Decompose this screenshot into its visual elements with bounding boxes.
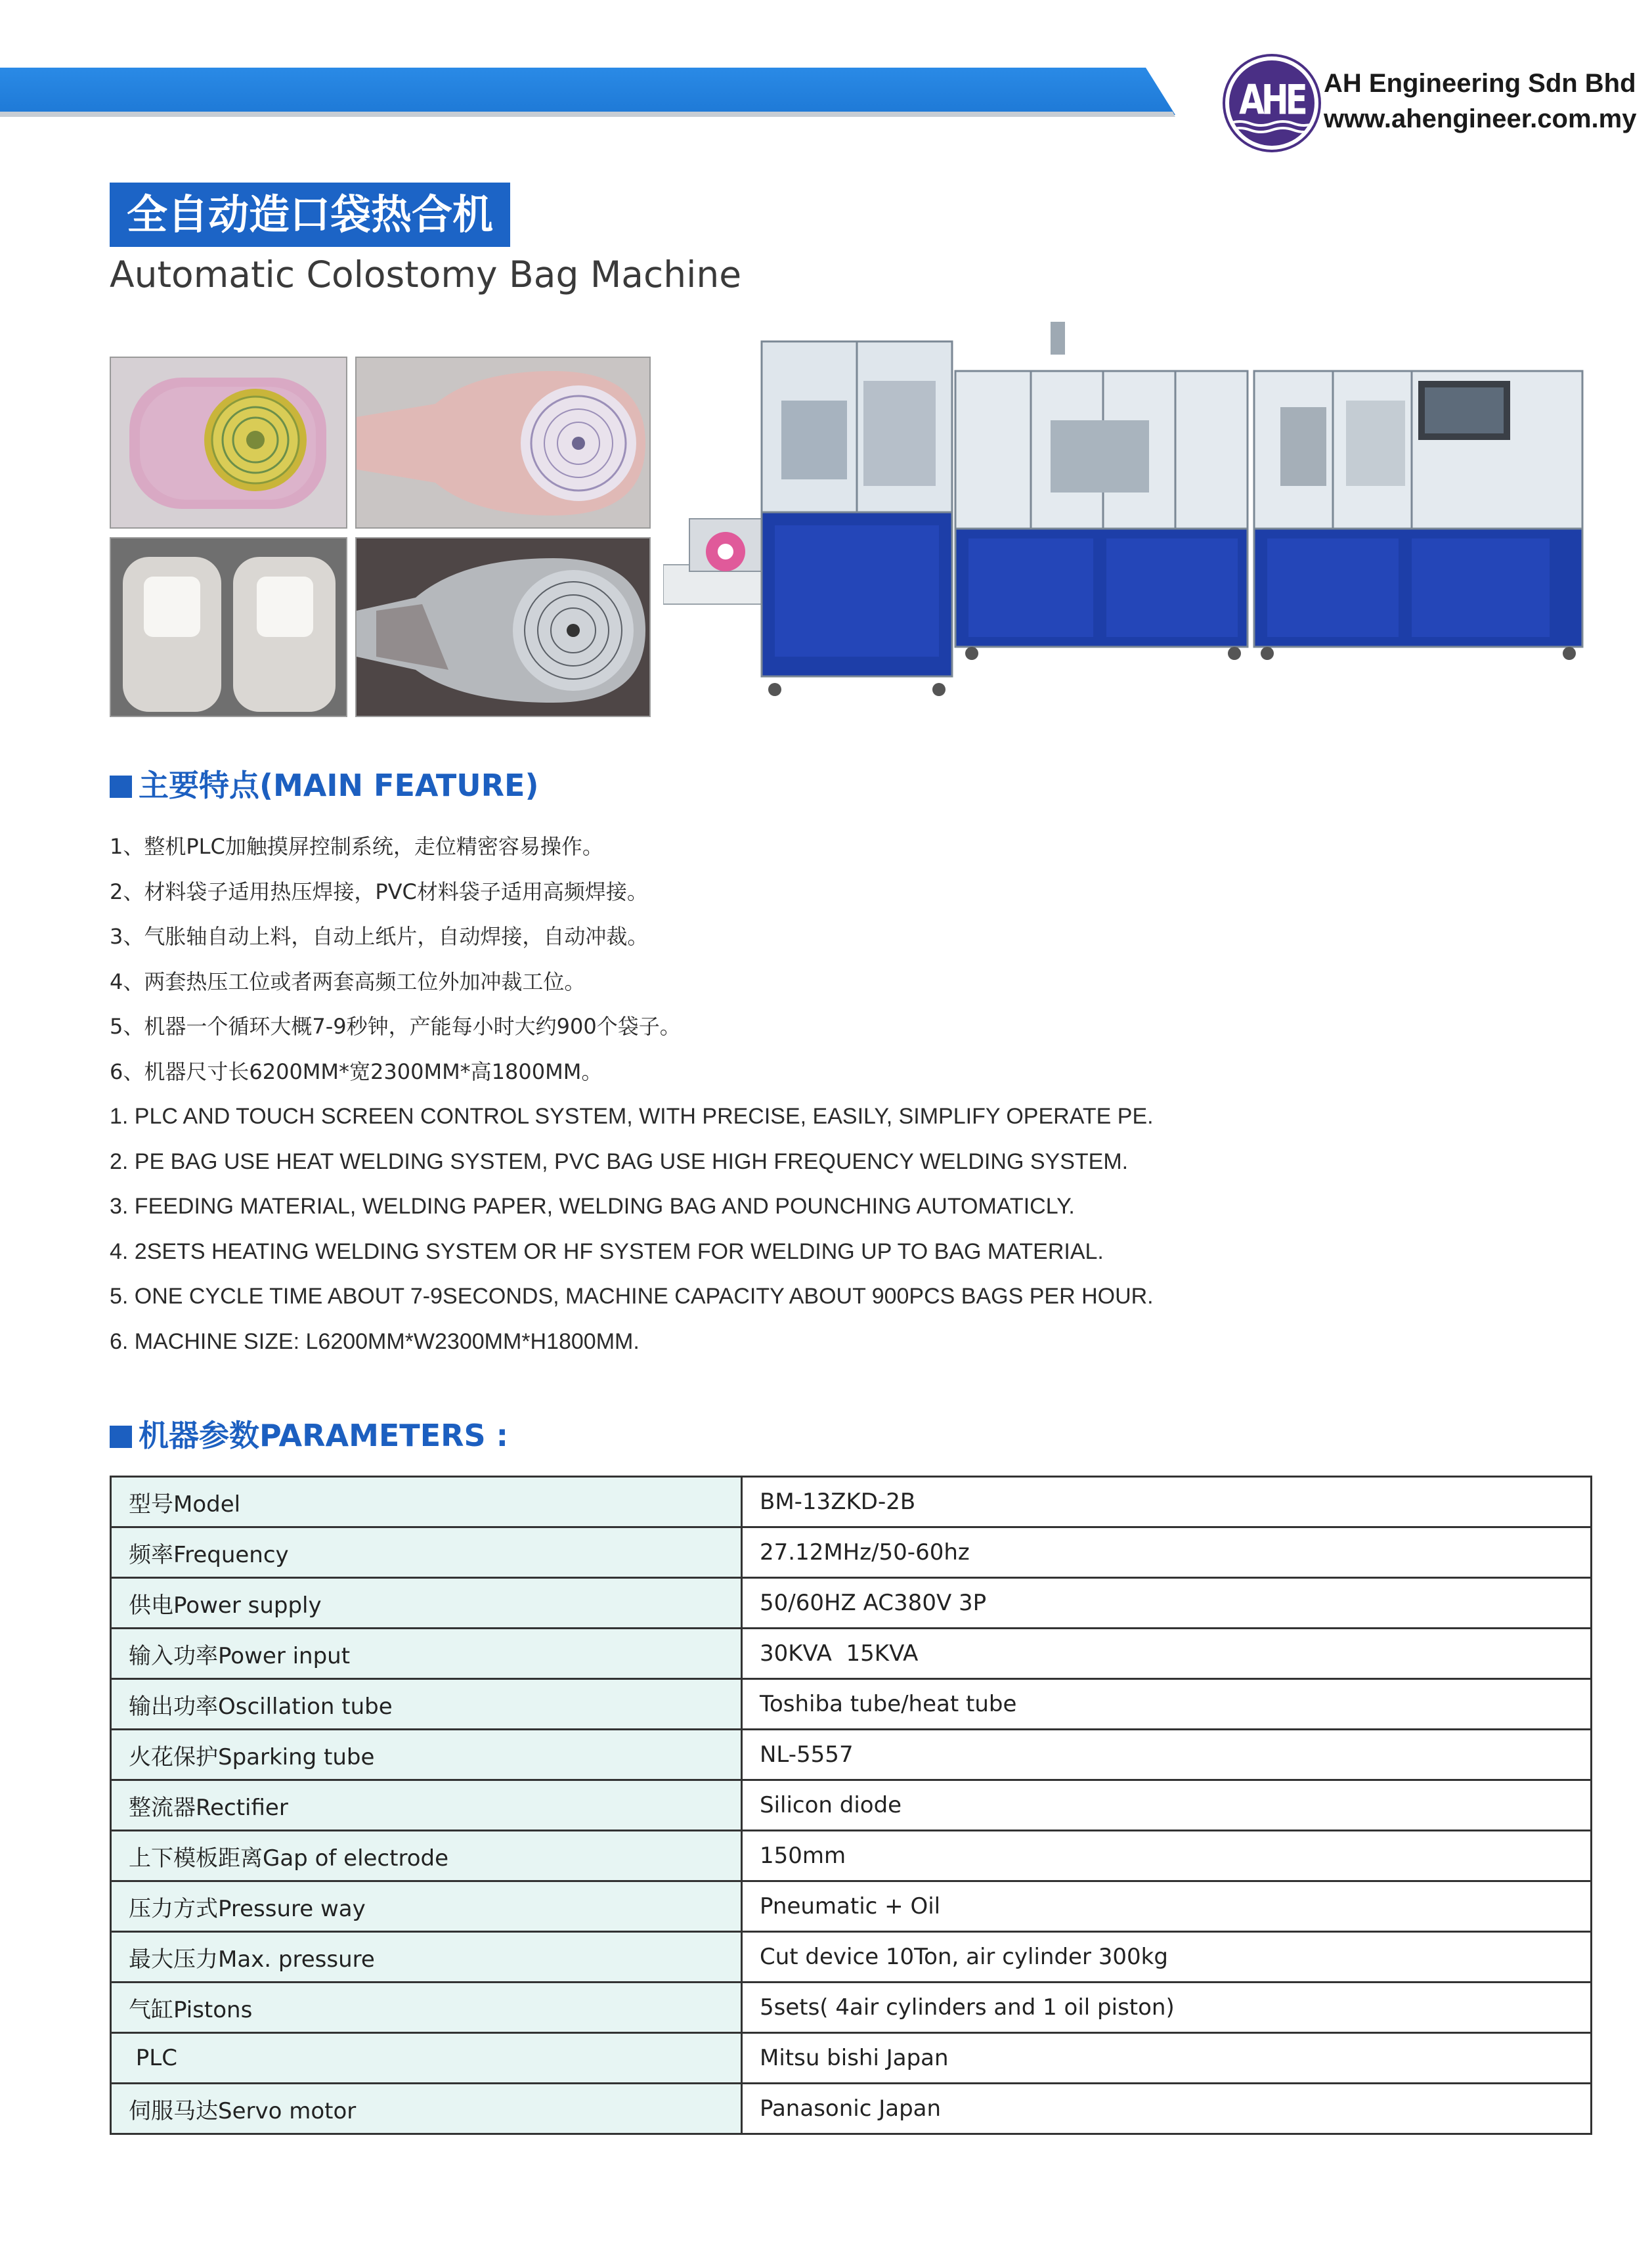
param-value: 5sets( 4air cylinders and 1 oil piston) xyxy=(742,1983,1592,2033)
feature-item-cn: 3、气胀轴自动上料，自动上纸片，自动焊接，自动冲裁。 xyxy=(110,924,649,949)
param-value: NL-5557 xyxy=(742,1730,1592,1780)
feature-item-en: 3. FEEDING MATERIAL, WELDING PAPER, WELDING BAG AND POUNCHING AUTOMATICLY. xyxy=(110,1194,1075,1219)
table-row xyxy=(111,1578,1592,1629)
feature-item-en: 1. PLC AND TOUCH SCREEN CONTROL SYSTEM, WITH PRECISE, EASILY, SIMPLIFY OPERATE PE. xyxy=(110,1104,1154,1129)
param-value: Cut device 10Ton, air cylinder 300kg xyxy=(742,1932,1592,1983)
table-row xyxy=(111,1983,1592,2033)
feature-item-cn: 4、两套热压工位或者两套高频工位外加冲裁工位。 xyxy=(110,969,586,994)
param-key: 最大压力Max. pressure xyxy=(111,1932,742,1983)
param-key: 气缸Pistons xyxy=(111,1983,742,2033)
product-photo-silver-bag xyxy=(355,537,651,717)
main-feature-heading-text: 主要特点(MAIN FEATURE) xyxy=(139,768,539,803)
page-title-cn: 全自动造口袋热合机 xyxy=(110,183,510,247)
feature-item-cn: 1、整机PLC加触摸屏控制系统，走位精密容易操作。 xyxy=(110,834,603,859)
header-bar-shadow xyxy=(0,112,1175,117)
feature-item-en: 2. PE BAG USE HEAT WELDING SYSTEM, PVC BAG USE HIGH FREQUENCY WELDING SYSTEM. xyxy=(110,1149,1129,1174)
table-row xyxy=(111,1527,1592,1578)
parameters-heading xyxy=(110,1412,508,1455)
param-value: Silicon diode xyxy=(742,1780,1592,1831)
param-key: 伺服马达Servo motor xyxy=(111,2084,742,2134)
company-website: www.ahengineer.com.my xyxy=(1324,104,1637,133)
param-value: 150mm xyxy=(742,1831,1592,1881)
param-key: PLC xyxy=(111,2033,742,2084)
square-bullet-icon xyxy=(110,1426,132,1448)
param-key: 型号Model xyxy=(111,1477,742,1527)
parameters-table xyxy=(110,1476,1592,2135)
table-row xyxy=(111,1477,1592,1527)
company-name: AH Engineering Sdn Bhd xyxy=(1324,69,1636,98)
param-key: 供电Power supply xyxy=(111,1578,742,1629)
param-value: 30KVA 15KVA xyxy=(742,1629,1592,1679)
company-info xyxy=(1324,66,1636,137)
table-row xyxy=(111,1780,1592,1831)
param-value: Mitsu bishi Japan xyxy=(742,2033,1592,2084)
param-value: 50/60HZ AC380V 3P xyxy=(742,1578,1592,1629)
table-row xyxy=(111,1629,1592,1679)
feature-item-en: 4. 2SETS HEATING WELDING SYSTEM OR HF SYSTEM FOR WELDING UP TO BAG MATERIAL. xyxy=(110,1238,1104,1264)
table-row xyxy=(111,1932,1592,1983)
param-key: 输入功率Power input xyxy=(111,1629,742,1679)
page-title-en: Automatic Colostomy Bag Machine xyxy=(110,253,742,296)
table-row xyxy=(111,1679,1592,1730)
square-bullet-icon xyxy=(110,776,132,798)
product-photo-white-pouches xyxy=(110,537,347,717)
table-row xyxy=(111,1831,1592,1881)
table-row xyxy=(111,2033,1592,2084)
param-value: BM-13ZKD-2B xyxy=(742,1477,1592,1527)
parameters-heading-text: 机器参数PARAMETERS : xyxy=(139,1418,509,1453)
company-logo xyxy=(1225,56,1318,150)
product-photo-drainable-bag xyxy=(355,357,651,529)
feature-list xyxy=(110,824,1226,1364)
feature-item-cn: 2、材料袋子适用热压焊接，PVC材料袋子适用高频焊接。 xyxy=(110,879,648,904)
logo-text: AHE xyxy=(1239,76,1305,124)
table-row xyxy=(111,2084,1592,2134)
param-value: Pneumatic + Oil xyxy=(742,1881,1592,1932)
logo-waves-icon xyxy=(1229,120,1315,134)
header-bar xyxy=(0,68,1175,115)
param-key: 整流器Rectifier xyxy=(111,1780,742,1831)
feature-item-en: 6. MACHINE SIZE: L6200MM*W2300MM*H1800MM. xyxy=(110,1328,640,1354)
product-photo-pink-bag xyxy=(110,357,347,529)
feature-item-cn: 5、机器一个循环大概7-9秒钟，产能每小时大约900个袋子。 xyxy=(110,1014,681,1039)
param-key: 输出功率Oscillation tube xyxy=(111,1679,742,1730)
param-key: 频率Frequency xyxy=(111,1527,742,1578)
main-feature-heading xyxy=(110,762,539,805)
param-key: 火花保护Sparking tube xyxy=(111,1730,742,1780)
param-value: Panasonic Japan xyxy=(742,2084,1592,2134)
param-key: 压力方式Pressure way xyxy=(111,1881,742,1932)
feature-item-cn: 6、机器尺寸长6200MM*宽2300MM*高1800MM。 xyxy=(110,1059,603,1084)
table-row xyxy=(111,1881,1592,1932)
param-value: Toshiba tube/heat tube xyxy=(742,1679,1592,1730)
colostomy-bag-machine-image xyxy=(663,322,1596,735)
param-value: 27.12MHz/50-60hz xyxy=(742,1527,1592,1578)
param-key: 上下模板距离Gap of electrode xyxy=(111,1831,742,1881)
table-row xyxy=(111,1730,1592,1780)
feature-item-en: 5. ONE CYCLE TIME ABOUT 7-9SECONDS, MACHINE CAPACITY ABOUT 900PCS BAGS PER HOUR. xyxy=(110,1284,1154,1309)
